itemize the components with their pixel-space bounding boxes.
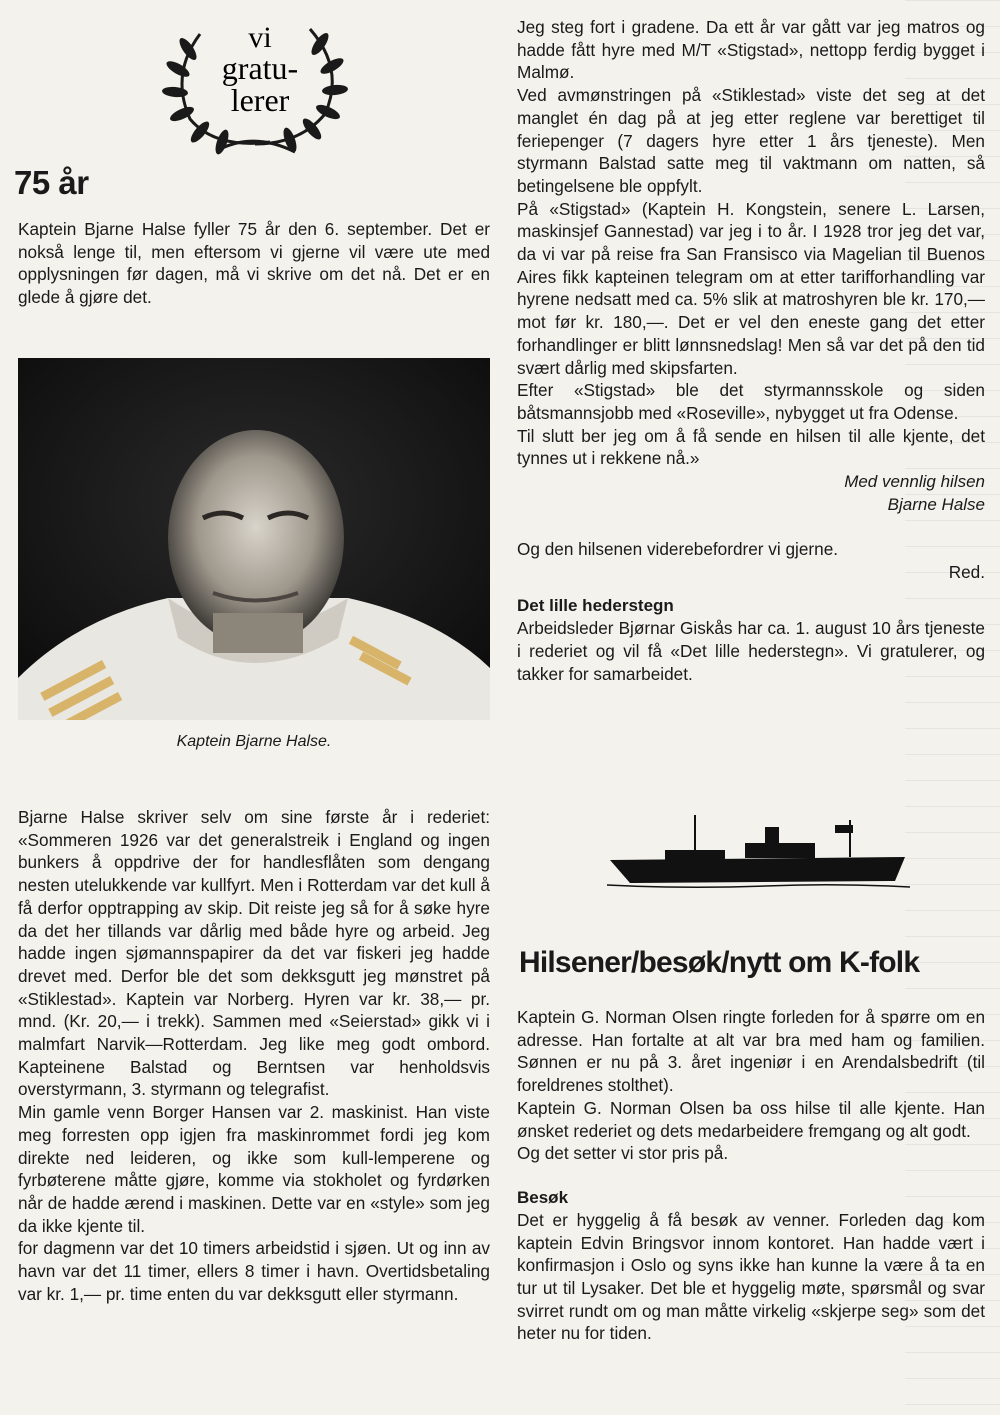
body-paragraph: Kaptein G. Norman Olsen ba oss hilse til alle kjente. Han ønsket rederiet og dets medarbeidere fremgang og alt godt.: [517, 1097, 985, 1141]
signature-name: Bjarne Halse: [887, 495, 985, 515]
besok-body: Det er hyggelig å få besøk av venner. Forleden dag kom kaptein Edvin Bringsvor innom kontoret. Han hadde vært i konfirmasjon i Oslo og syns ikke han kunne la være å ta en tur ut til Lysaker. Det ble et hyggelig møte, spørsmål og svar svirret rundt om og man måtte virkelig «skjerpe seg» som det heter nu for tiden.: [517, 1209, 985, 1344]
hederstegn-heading: Det lille hederstegn: [517, 596, 674, 616]
body-paragraph: Efter «Stigstad» ble det styrmannsskole og siden båtsmannsjobb med «Roseville», nybygget ut fra Odense.: [517, 380, 985, 423]
body-paragraph: Ved avmønstringen på «Stiklestad» viste det seg at det manglet én dag på at jeg etter reglene var berettiget til feriepenger (7 dagers hyre etter 1 års tjeneste). Men styrmann Balstad satte meg til vaktmann om natten, så betingelsene ble oppfylt.: [517, 85, 985, 196]
hederstegn-body: Arbeidsleder Bjørnar Giskås har ca. 1. august 10 års tjeneste i rederiet og vil få «Det lille hederstegn». Vi gratulerer, og takker for samarbeidet.: [517, 618, 985, 684]
steamship-illustration: [605, 815, 915, 895]
signature-greeting: Med vennlig hilsen: [844, 472, 985, 492]
logo-line-1: vi: [248, 21, 272, 54]
heading-75-ar: 75 år: [14, 164, 89, 201]
photo-caption: Kaptein Bjarne Halse.: [176, 733, 332, 750]
hilsener-heading: Hilsener/besøk/nytt om K-folk: [519, 946, 920, 979]
intro-paragraph: Kaptein Bjarne Halse fyller 75 år den 6. september. Det er nokså lenge til, men eftersom vi gjerne vil være ute med opplysningen før dagen, må vi skrive om det nå. Det er en glede å gjøre det.: [18, 219, 490, 308]
body-paragraph: På «Stigstad» (Kaptein H. Kongstein, senere L. Larsen, maskinsjef Gannestad) var jeg i to år. I 1928 tror jeg det var, da vi var på reise fra San Fransisco via Magelian til Buenos Aires fikk kapteinen telegram om at etter tarifforhandling var hyrene nedsatt med ca. 5% slik at matroshyren ble kr. 170,— mot før kr. 180,—. Det er vel den eneste gang det etter forhandlinger er blitt lønnsnedslag! Men så var det på den tid svært dårlig med skipsfarten.: [517, 198, 985, 378]
logo-line-3: lerer: [230, 82, 290, 118]
right-continued-text: [517, 16, 985, 686]
left-body-text: [18, 806, 490, 1305]
body-paragraph: Kaptein G. Norman Olsen ringte forleden for å spørre om en adresse. Han fortalte at alt var bra med ham og familien. Sønnen er nu på 3. året ingeniør i en Arendalsbedrift (til foreldrenes stolthet).: [517, 1007, 985, 1096]
body-paragraph: Min gamle venn Borger Hansen var 2. maskinist. Han viste meg forresten opp igjen fra maskinrommet fordi jeg kom direkte ned leideren, og ikke som kull-lemperene og fyrbøterene måtte gjøre, komme via stokholet og fyrdørken når de hadde ærend i maskinen. Dette var en «style» som jeg da ikke kjente til.: [18, 1102, 490, 1236]
body-paragraph: Bjarne Halse skriver selv om sine første år i rederiet: «Sommeren 1926 var det generalstreik i England og ingen bunkers å oppdrive der for handlesflåten som dengang nesten utelukkende var kullfyrt. Men i Rotterdam var det kull å få derfor opptrapping av skip. Dit reiste jeg så for å søke hyre da det her tillands var dårlig med både hyre og arbeid. Jeg hadde ingen sjømannspapirer da det var fiskeri jeg hadde drevet med. Derfor ble det som dekksgutt jeg mønstret på «Stiklestad». Kaptein var Norberg. Hyren var kr. 38,— pr. mnd. (Kr. 20,— i trekk). Sammen med «Seierstad» gikk vi i malmfart Narvik—Rotterdam. Jeg like meg godt ombord. Kapteinene Balstad og Berntsen var henholdsvis overstyrmann, 3. styrmann og telegrafist.: [18, 807, 490, 1100]
editor-mark: Red.: [948, 561, 985, 582]
body-paragraph: for dagmenn var det 10 timers arbeidstid i sjøen. Ut og inn av havn var det 11 timer, ellers 8 timer i havn. Overtidsbetaling var kr. 1,— pr. time enten du var dekksgutt eller styrmann.: [18, 1238, 490, 1304]
laurel-wreath-icon: [160, 14, 350, 164]
body-paragraph: Jeg steg fort i gradene. Da ett år var gått var jeg matros og hadde fått hyre med M/T «Stigstad», nettopp ferdig bygget i Malmø.: [517, 17, 985, 83]
besok-heading: Besøk: [517, 1187, 569, 1207]
portrait-photo: [18, 358, 490, 720]
hilsener-text: [517, 1006, 985, 1345]
body-paragraph: Til slutt ber jeg om å få sende en hilsen til alle kjente, det tynnes ut i rekkene nå.»: [517, 425, 985, 469]
forward-note: Og den hilsenen viderebefordrer vi gjerne.: [517, 539, 839, 560]
body-paragraph: Og det setter vi stor pris på.: [517, 1143, 729, 1164]
logo-line-2: gratu-: [221, 50, 299, 86]
